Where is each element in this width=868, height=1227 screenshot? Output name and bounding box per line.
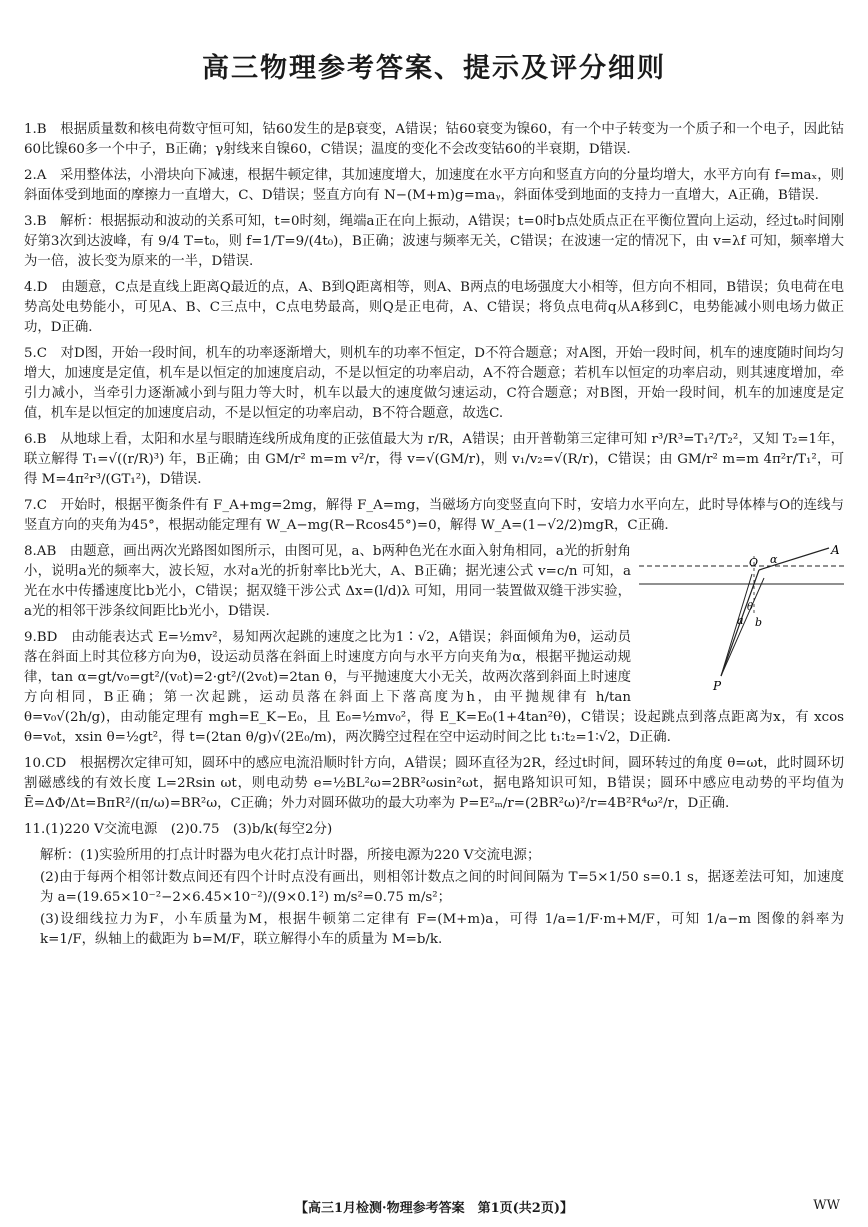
light-path-figure [639,544,844,694]
item-number: 7.C [24,498,48,513]
answer-item-6 [24,430,844,490]
answer-content [24,120,844,952]
item-number: 4.D [24,280,48,295]
label-alpha: α [770,553,778,566]
item-number: 5.C [24,346,48,361]
answer-item-7 [24,496,844,536]
answer-item-3 [24,212,844,272]
analysis-line-3: (3)设细线拉力为F，小车质量为M，根据牛顿第二定律有 F=(M+m)a，可得 1/a=1/F·m+M/F，可知 1/a−m 图像的斜率为 k=1/F，纵轴上的截距为 b=M/F，联立解得小车的质量为 M=b/k. [40,912,844,947]
item-text: 采用整体法，小滑块向下减速，根据牛顿定律，其加速度增大，加速度在水平方向和竖直方向的分量均增大，水平方向有 f=maₓ，则斜面体受到地面的摩擦力一直增大，C、D错误；竖直方向有 N−(M+m)g=maᵧ，斜面体受到地面的支持力一直增大，A正确，B错误. [24,168,844,203]
item-text: (1)220 V交流电源 (2)0.75 (3)b/k(每空2分) [45,822,333,837]
item-text: 根据楞次定律可知，圆环中的感应电流沿顺时针方向，A错误；圆环直径为2R，经过t时间，圆环转过的角度 θ=ωt，此时圆环切割磁感线的有效长度 L=2Rsin ωt，则电动势 e=½BL²ω=2BR²ωsin²ωt，据电路知识可知，B错误；圆环中感应电动势的平均值为 Ē=ΔΦ/Δt=BπR²/(π/ω)=BR²ω，C正确；外力对圆环做功的最大功率为 P=E²ₘ/r=(2BR²ω)²/r=4B²R⁴ω²/r，D正确. [24,756,844,811]
answer-item-1 [24,120,844,160]
label-b: b [755,616,763,629]
item-text: 从地球上看，太阳和水星与眼睛连线所成角度的正弦值最大为 r/R，A错误；由开普勒第三定律可知 r³/R³=T₁²/T₂²，又知 T₂=1年，联立解得 T₁=√((r/R)³) 年，B正确；由 GM/r² m=m v²/r，得 v=√(GM/r)，则 v₁/v₂=√(R/r)，C错误；由 GM/r² m=m 4π²r/T₁²，可得 M=4π²r³/(GT₁²)，D错误. [24,432,844,487]
item-number: 10.CD [24,756,67,771]
answer-item-4 [24,278,844,338]
page-title: 高三物理参考答案、提示及评分细则 [202,53,666,84]
corner-mark: WW [813,1198,840,1213]
answer-item-11 [24,820,844,840]
item-number: 3.B [24,214,47,229]
item-number: 1.B [24,122,47,137]
item-text: 由题意，画出两次光路图如图所示，由图可见，a、b两种色光在水面入射角相同，a光的折射角小，说明a光的频率大，波长短，水对a光的折射率比b光大，A、B正确；据光速公式 v=c/n 可知，a光在水中传播速度比b光小，C错误；据双缝干涉公式 Δx=(l/d)λ 可知，用同一装置做双缝干涉实验，a光的相邻干涉条纹间距比b光小，D错误. [24,544,631,619]
item-number: 9.BD [24,630,58,645]
item-text: 开始时，根据平衡条件有 F_A+mg=2mg，解得 F_A=mg，当磁场方向变竖直向下时，安培力水平向左，此时导体棒与O的连线与竖直方向的夹角为45°，根据动能定理有 W_A−mg(R−Rcos45°)=0，解得 W_A=(1−√2/2)mgR，C正确. [24,498,844,533]
item-number: 6.B [24,432,47,447]
label-theta: θ [747,602,754,613]
item-text: 由动能表达式 E=½mv²，易知两次起跳的速度之比为1∶√2，A错误；斜面倾角为θ，运动员落在斜面上时其位移方向为θ，设运动员落在斜面上时速度方向与水平方向夹角为α，根据平抛运动规律，tan α=gt/v₀=gt²/(v₀t)=2·gt²/(2v₀t)=2tan θ，与平抛速度大小无关，故两次落到斜面上时速度方向相同，B正确；第一次起跳，运动员落在斜面上下落高度为h，由平抛规律有 h/tan θ=v₀√(2h/g)，由动能定理有 mgh=E_K−E₀，且 E₀=½mv₀²，得 E_K=E₀(1+4tan²θ)，C错误；设起跳点到落点距离为x，有 xcos θ=v₀t，xsin θ=½gt²，得 t=(2tan θ/g)√(2E₀/m)，两次腾空过程在空中运动时间之比 t₁∶t₂=1∶√2，D正确. [24,630,844,745]
label-P: P [713,679,722,693]
label-O: O [749,556,759,569]
analysis-line-2: (2)由于每两个相邻计数点间还有四个计时点没有画出，则相邻计数点之间的时间间隔为 T=5×1/50 s=0.1 s，据逐差法可知，加速度为 a=(19.65×10⁻²−2×6.45×10⁻²)/(9×0.1²) m/s²=0.75 m/s²； [40,870,844,905]
item-number: 2.A [24,168,47,183]
answer-item-2 [24,166,844,206]
label-A: A [831,544,840,557]
item-text: 解析：根据振动和波动的关系可知，t=0时刻，绳端a正在向上振动，A错误；t=0时b点处质点正在平衡位置向上运动，经过t₀时间刚好第3次到达波峰，有 9/4 T=t₀，则 f=1/T=9/(4t₀)，B正确；波速与频率无关，C错误；在波速一定的情况下，由 v=λf 可知，频率增大为一倍，波长变为原来的一半，D错误. [24,214,844,269]
answer-item-5 [24,344,844,424]
analysis-line-1: 解析：(1)实验所用的打点计时器为电火花打点计时器，所接电源为220 V交流电源； [40,848,541,863]
page-footer: 【高三1月检测·物理参考答案 第1页(共2页)】 [295,1201,573,1216]
item-text: 根据质量数和核电荷数守恒可知，钴60发生的是β衰变，A错误；钴60衰变为镍60，有一个中子转变为一个质子和一个电子，因此钴60比镍60多一个中子，B正确；γ射线来自镍60，C错误；温度的变化不会改变钴60的半衰期，D错误. [24,122,845,157]
item-number: 11. [24,822,46,837]
item-text: 对D图，开始一段时间，机车的功率逐渐增大，则机车的功率不恒定，D不符合题意；对A图，开始一段时间，机车的速度随时间均匀增大，加速度是定值，机车是以恒定的加速度启动，不是以恒定的功率启动，A不符合题意；若机车以恒定的功率启动，则其速度增加，牵引力减小，当牵引力逐渐减小到与阻力等大时，机车以最大的速度做匀速运动，C符合题意；对B图，开始一段时间，机车的加速度是定值，机车是以恒定的加速度启动，不是以恒定的功率启动，B不符合题意，故选C. [24,346,845,421]
label-a: a [737,614,744,627]
item-text: 由题意，C点是直线上距离Q最近的点，A、B到Q距离相等，则A、B两点的电场强度大小相等，但方向不相同，B错误；负电荷在电势高处电势能小，可见A、B、C三点中，C点电势最高，则Q是正电荷，A、C错误；将负点电荷q从A移到C，电势能减小则电场力做正功，D正确. [24,280,844,335]
answer-item-10 [24,754,844,814]
item-number: 8.AB [24,544,57,559]
